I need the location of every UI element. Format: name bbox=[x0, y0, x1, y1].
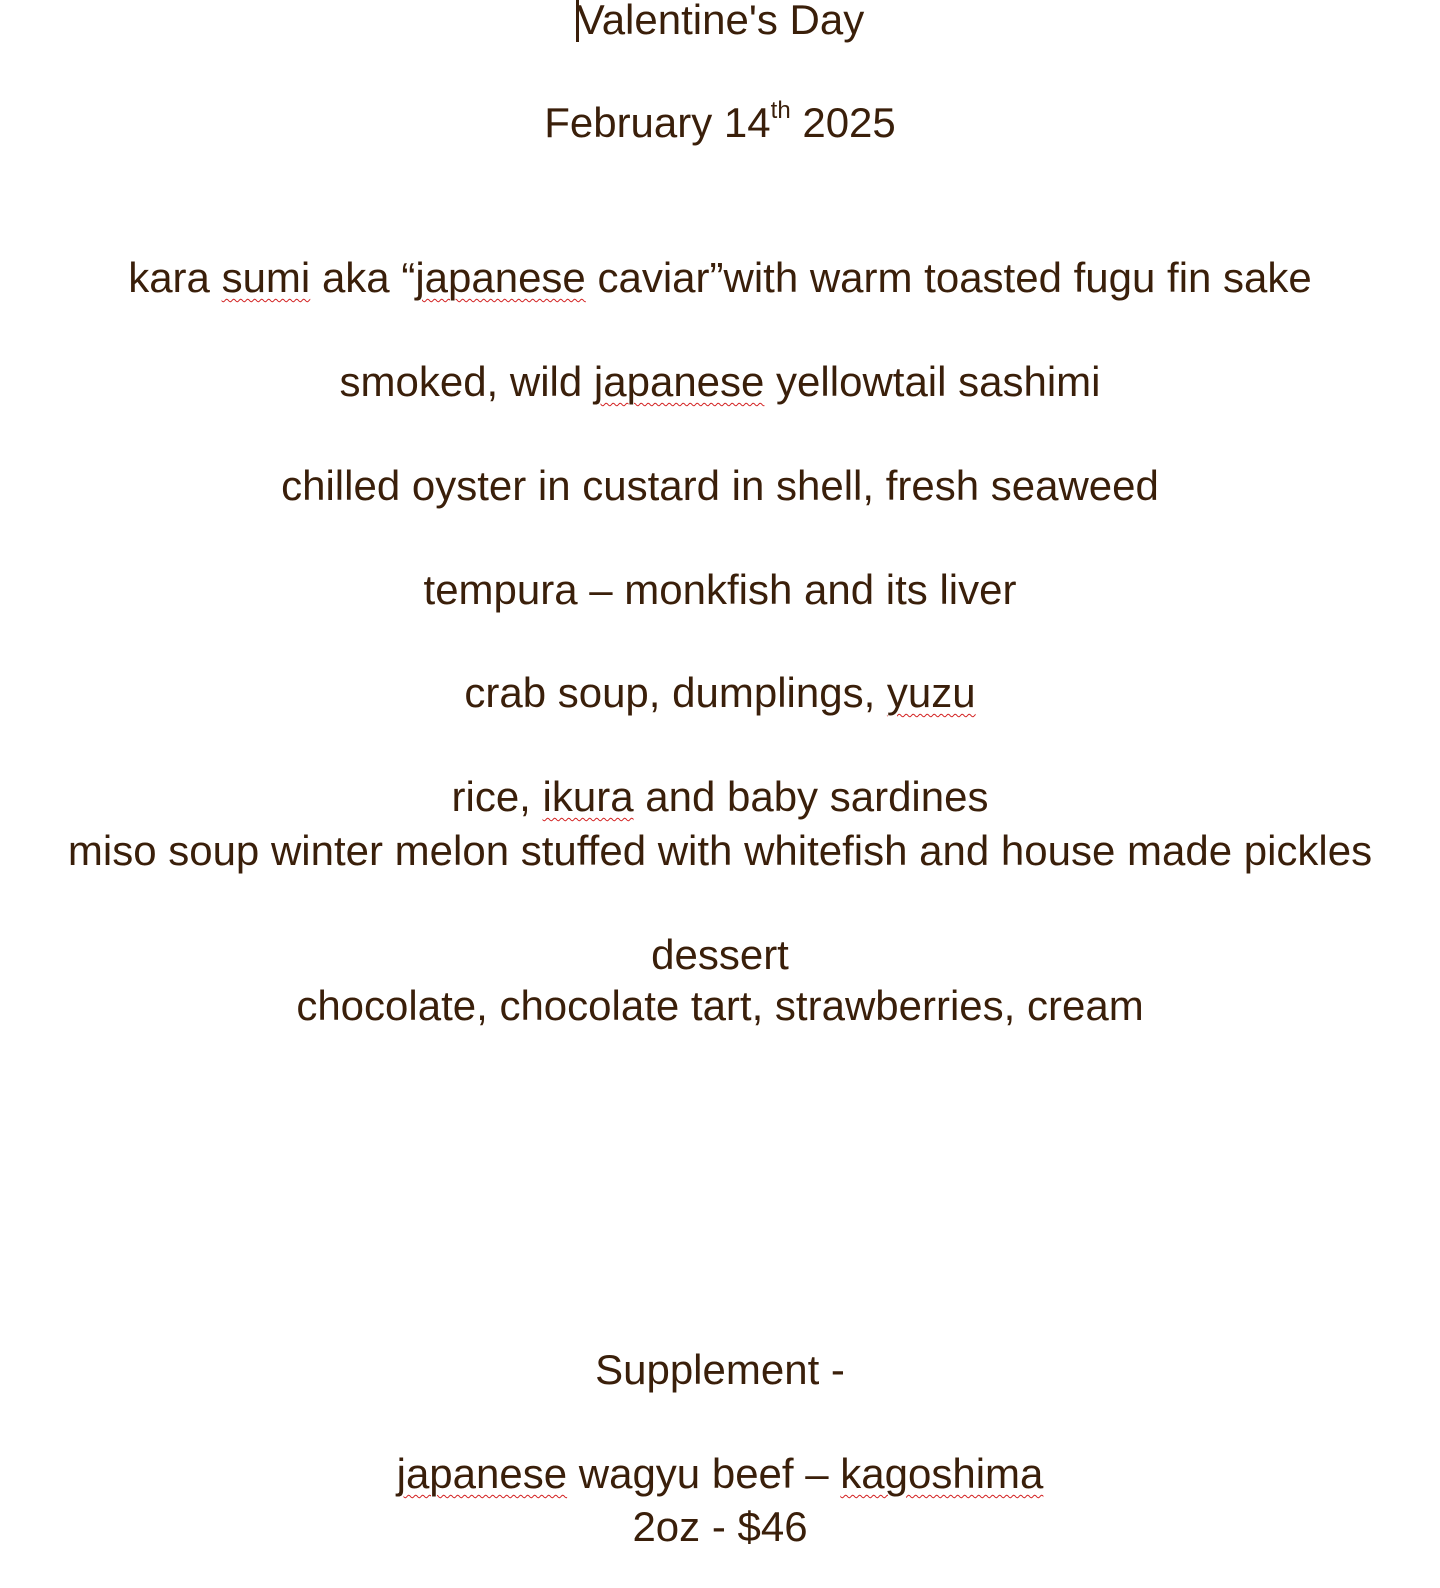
course-soup: crab soup, dumplings, yuzu bbox=[464, 669, 976, 716]
date-ordinal: th bbox=[770, 97, 791, 124]
course-karasumi: kara sumi aka “japanese caviar”with warm toasted fugu fin sake bbox=[128, 254, 1312, 301]
spellcheck-word: japanese bbox=[396, 1450, 568, 1497]
spellcheck-word: yuzu bbox=[886, 669, 976, 716]
spellcheck-word: sumi bbox=[221, 254, 311, 301]
spellcheck-word: kagoshima bbox=[840, 1450, 1044, 1497]
course-oyster: chilled oyster in custard in shell, fresh seaweed bbox=[281, 462, 1159, 509]
spellcheck-word: japanese bbox=[593, 358, 765, 405]
course-yellowtail: smoked, wild japanese yellowtail sashimi bbox=[339, 358, 1101, 405]
supplement-item: japanese wagyu beef – kagoshima bbox=[396, 1450, 1044, 1497]
course-tempura: tempura – monkfish and its liver bbox=[423, 566, 1017, 613]
menu-title: Valentine's Day bbox=[576, 0, 865, 43]
spellcheck-word: ikura bbox=[542, 773, 634, 820]
spellcheck-word: japanese bbox=[415, 254, 586, 301]
course-miso: miso soup winter melon stuffed with whitefish and house made pickles bbox=[67, 827, 1373, 874]
course-rice: rice, ikura and baby sardines bbox=[451, 773, 989, 820]
supplement-heading: Supplement - bbox=[595, 1346, 845, 1393]
dessert-heading: dessert bbox=[651, 931, 789, 978]
supplement-price: 2oz - $46 bbox=[632, 1503, 808, 1550]
course-dessert: chocolate, chocolate tart, strawberries, cream bbox=[296, 982, 1144, 1029]
menu-date: February 14th 2025 bbox=[544, 97, 896, 146]
